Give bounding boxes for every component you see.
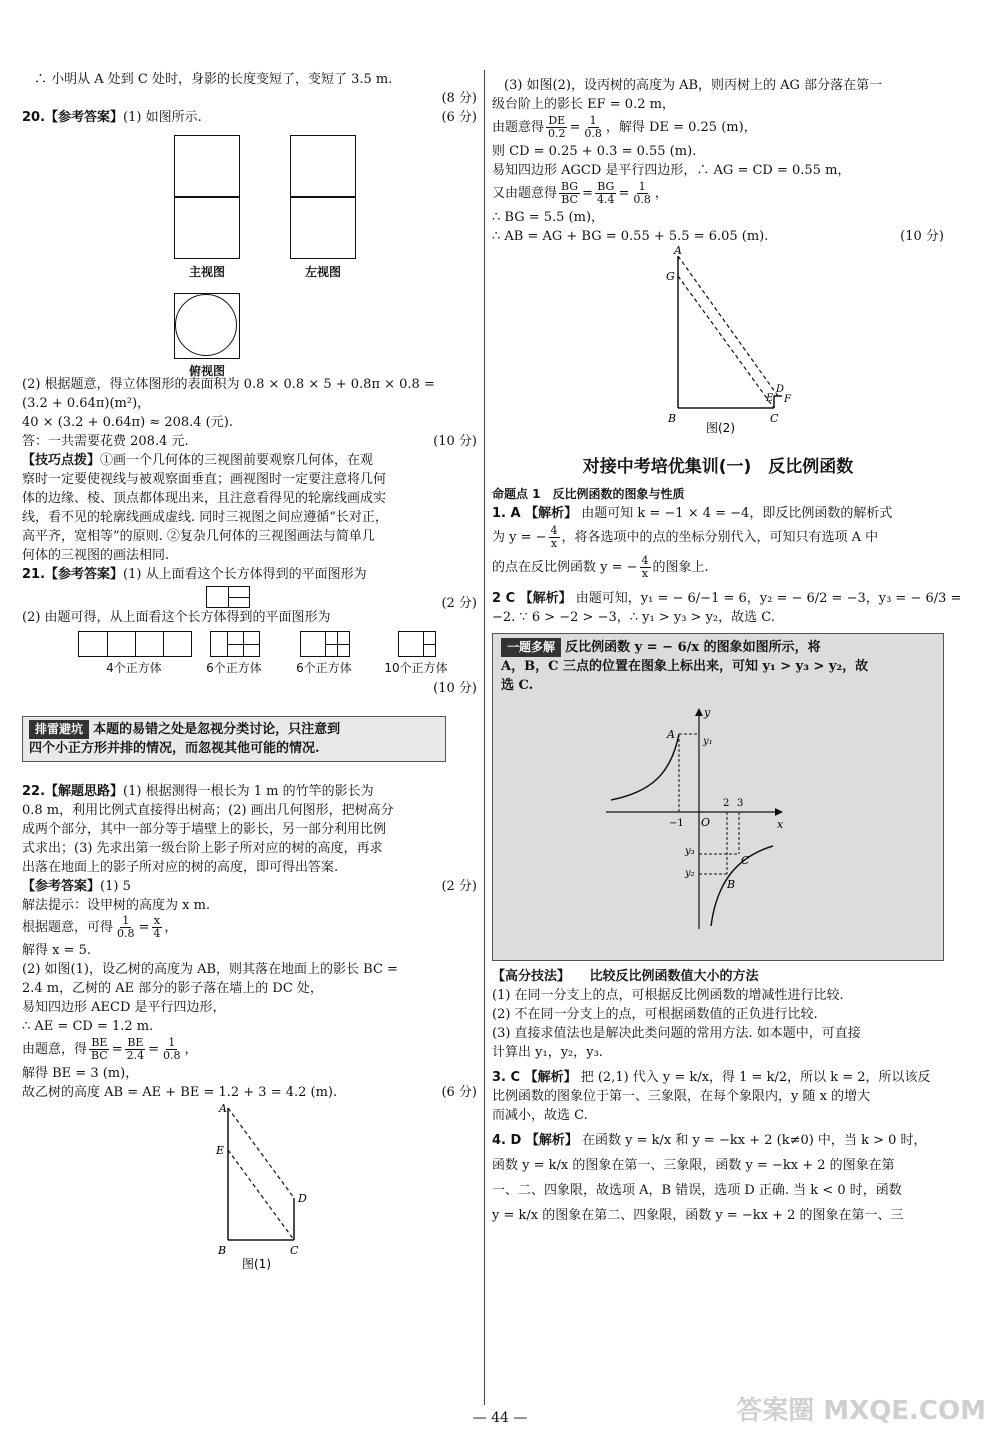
method-line-1: (2) 不在同一分支上的点，可根据函数值的正负进行比较. (492, 1007, 818, 1022)
a3-line-1 (492, 1068, 944, 1087)
figure-2 (492, 246, 944, 434)
tip-text-1: 察时一定要使视线与被观察面垂直；画视图时一定要注意将几何 (22, 472, 387, 487)
front-view (174, 135, 240, 259)
fig2-label-G: G (666, 270, 675, 283)
q21-fig-6b-v2 (337, 632, 338, 656)
a3-text-2: 比例函数的图象位于第一、三象限，在每个象限内，y 随 x 的增大 (492, 1089, 871, 1104)
q22-part2-b: 2.4 m，乙树的 AE 部分的影子落在墙上的 DC 处， (22, 981, 323, 996)
a1-line-2 (492, 523, 944, 553)
q22-eq2-f3-den: 0.8 (163, 1049, 181, 1062)
p3-eq1-pre: 由题意得 (492, 120, 545, 135)
graph-label-O: O (701, 816, 711, 829)
q22-idea-0: (1) 根据测得一根长为 1 m 的竹竿的影长为 (123, 784, 374, 799)
q22-eq2-frac1 (89, 1037, 110, 1062)
p3-a: (3) 如图(2)，设丙树的高度为 AB，则丙树上的 AG 部分落在第一 (504, 78, 883, 93)
q22-eq1-pre: 根据题意，可得 (22, 920, 114, 935)
q22-eq2-frac2 (125, 1037, 147, 1062)
graph-x-arrow (775, 808, 783, 816)
q22-answer-1: (1) 5 (100, 879, 131, 894)
fig2-caption: 图(2) (706, 421, 735, 434)
q22-eq1-f1-den: 0.8 (117, 927, 135, 940)
q21-top-view-1 (22, 584, 477, 611)
fig1-label-E: E (216, 1144, 225, 1157)
q20-part2-b: (3.2 + 0.64π)(m²)， (22, 396, 151, 411)
three-views-figure (22, 127, 477, 378)
q21-rect-1-h (228, 597, 249, 598)
method-header (492, 967, 944, 986)
q22-eq2-f1-den: BC (91, 1049, 108, 1062)
page-number: — 44 — (472, 1410, 528, 1426)
p3-f: ∴ AB = AG + BG = 0.55 + 5.5 = 6.05 (m). (492, 229, 769, 244)
graph-branch-upper-left (611, 734, 679, 800)
fig1-label-C: C (290, 1244, 299, 1257)
section-title: 对接中考培优集训(一) 反比例函数 (582, 457, 854, 477)
fig2-label-D: D (776, 384, 785, 395)
tip-label: 【技巧点拨】 (22, 453, 101, 468)
q21-fig-10cubes (398, 631, 436, 657)
tip-text-2: 体的边缘、棱、顶点都体现出来，且注意看得见的轮廓线画成实 (22, 491, 387, 506)
q21-header (22, 565, 477, 584)
graph-label-y1: y₁ (703, 736, 713, 747)
q22-result2-score: (6 分) (441, 1085, 477, 1100)
p3-eq2-frac2 (595, 181, 617, 206)
a3-text-1: 把 (2,1) 代入 y = k/x，得 1 = k/2，所以 k = 2，所以该反 (580, 1070, 931, 1085)
method-label: 【高分技法】 (492, 969, 564, 984)
q22-result2: 故乙树的高度 AB = AE + BE = 1.2 + 3 = 4.2 (m). (22, 1085, 338, 1100)
q22-part2-d: ∴ AE = CD = 1.2 m. (22, 1019, 154, 1034)
p3-eq2-f3-den: 0.8 (633, 193, 651, 206)
p3-eq1-f2-num: 1 (589, 114, 597, 127)
q22-eq1-f1-num: 1 (122, 914, 130, 927)
p3-eq2-f1-den: BC (561, 193, 578, 206)
q22-eq1: 根据题意，可得 $\frac{1}{0.8}$ = $\frac{x}{4}$ ， (22, 914, 178, 940)
q22-answer-1-score: (2 分) (441, 879, 477, 894)
multi-line-1 (501, 638, 935, 657)
q22-eq2-f3-num: 1 (168, 1036, 176, 1049)
q21-score: (10 分) (433, 681, 477, 696)
q20-part2-a: (2) 根据题意，得立体图形的表面积为 0.8 × 0.8 × 5 + 0.8π × 0.8 = (22, 377, 435, 392)
q21-caption-0: 4个正方体 (106, 661, 162, 675)
graph-label-y: y (704, 706, 711, 719)
q21-fig-4cubes-d2 (135, 632, 136, 656)
method-line-0: (1) 在同一分支上的点，可根据反比例函数的增减性进行比较. (492, 988, 844, 1003)
fig2-ray-2 (678, 276, 774, 408)
p3-score: (10 分) (900, 229, 944, 244)
q22-solve1: 解得 x = 5. (22, 943, 92, 958)
fig2-label-F: F (784, 394, 791, 405)
graph-label-B: B (727, 878, 736, 891)
q21-part1-score: (2 分) (441, 596, 477, 611)
a4-text-2: 函数 y = k/x 的图象在第一、三象限，函数 y = −kx + 2 的图象在第 (492, 1158, 895, 1173)
fig2-step (774, 396, 782, 408)
a4-line-1 (492, 1131, 944, 1150)
q22-method: 解法提示：设甲树的高度为 x m. (22, 898, 211, 913)
p3-f-row (492, 227, 944, 246)
p3-eq1: 由题意得 $\frac{DE}{0.2}$ = $\frac{1}{0.8}$ ，解得 DE = 0.25 (m)， (492, 114, 757, 140)
a4-text-3: 一、二、四象限，故选项 A，B 错误，选项 D 正确. 当 k < 0 时，函数 (492, 1183, 902, 1198)
tip-line-0 (22, 451, 477, 470)
q20-part1-score: (6 分) (441, 110, 477, 125)
multi-text-3: 选 C. (501, 678, 534, 693)
q20-header (22, 108, 477, 127)
q20-answer: 答：一共需要花费 208.4 元. (22, 434, 189, 449)
pitfall-text-2: 四个小正方形并排的情况，而忽视其他可能的情况. (29, 741, 320, 756)
a1-l2-post: ，将各选项中的点的坐标分别代入，可知只有选项 A 中 (561, 530, 879, 545)
p3-eq2: 又由题意得 $\frac{BG}{BC}$ = $\frac{BG}{4.4}$ = $\frac{1}{0.8}$ ， (492, 180, 668, 206)
p3-eq2-f3-num: 1 (638, 180, 646, 193)
q21-fig-4cubes-d3 (163, 632, 164, 656)
p3-eq1-frac2 (582, 115, 604, 140)
graph-label-2: 2 (723, 798, 730, 809)
a1-l3-den: x (641, 567, 649, 580)
graph-label-C: C (741, 854, 750, 867)
fig2-label-C: C (770, 412, 779, 425)
a1-l3-post: 的图象上. (652, 560, 709, 575)
q20-answer-score: (10 分) (433, 434, 477, 449)
p3-b: 级台阶上的影长 EF = 0.2 m， (492, 97, 675, 112)
multi-solution-box (492, 633, 944, 961)
p3-eq2-f2-den: 4.4 (597, 193, 615, 206)
q21-caption-3: 10个正方体 (384, 661, 448, 675)
q19-score: (8 分) (441, 91, 477, 106)
q22-eq1-f2-num: x (153, 914, 161, 927)
graph-y-arrow (695, 708, 703, 716)
p3-eq2-f1-num: BG (561, 180, 579, 193)
graph-label-3: 3 (737, 798, 744, 809)
graph-label-A: A (667, 728, 675, 741)
q20-part2-c: 40 × (3.2 + 0.64π) ≈ 208.4 (元). (22, 415, 233, 430)
top-view-circle (175, 294, 237, 356)
q20-label: 20.【参考答案】 (22, 110, 124, 125)
p3-eq2-f2-num: BG (597, 180, 615, 193)
q22-answer-row (22, 877, 477, 896)
a3-label: 3. C 【解析】 (492, 1070, 577, 1085)
q21-fig-4cubes (78, 631, 192, 657)
q21-fig-10-h (423, 644, 435, 645)
q22-eq2-f2-num: BE (127, 1036, 144, 1049)
a1-l3-pre: 的点在反比例函数 y = − (492, 560, 638, 575)
q22-header (22, 782, 477, 801)
fig1-ray-EC (228, 1150, 294, 1240)
right-column (492, 76, 962, 1225)
q22-eq2-f2-den: 2.4 (126, 1049, 145, 1062)
a1-l3-num: 4 (641, 554, 649, 567)
q22-label: 22.【解题思路】 (22, 784, 124, 799)
a2-text-1: 由题可知，y₁ = − 6/−1 = 6，y₂ = − 6/2 = −3，y₃ = − 6/3 = (575, 591, 962, 606)
multi-text-1: 反比例函数 y = − 6/x 的图象如图所示，将 (565, 640, 821, 655)
a1-l2-num: 4 (550, 524, 558, 537)
q22-answer-label: 【参考答案】 (22, 879, 101, 894)
q22-part2-c: 易知四边形 AECD 是平行四边形， (22, 1000, 226, 1015)
q22-part2-a: (2) 如图(1)，设乙树的高度为 AB，则其落在地面上的影长 BC = (22, 962, 398, 977)
tip-text-4: 高平齐，宽相等”的原则. ②复杂几何体的三视图画法与简单几 (22, 529, 375, 544)
p3-eq1-f1-den: 0.2 (548, 127, 566, 140)
p3-eq2-frac3 (631, 181, 653, 206)
q22-eq2-pre: 由题意，得 (22, 1042, 88, 1057)
q22-idea-1: 0.8 m，利用比例式直接得出树高；(2) 画出几何图形，把树高分 (22, 803, 394, 818)
a1-text-1: 由题可知 k = −1 × 4 = −4，即反比例函数的解析式 (581, 506, 893, 521)
top-view-label: 俯视图 (188, 364, 225, 378)
a4-label: 4. D 【解析】 (492, 1133, 578, 1148)
a1-line-1 (492, 504, 944, 523)
fig1-label-D: D (298, 1192, 307, 1205)
pitfall-tag: 排雷避坑 (29, 720, 89, 739)
q21-fig-6cubes-b (300, 631, 350, 657)
p3-eq1-frac1 (546, 115, 568, 140)
column-divider (484, 70, 485, 1405)
pitfall-text-1: 本题的易错之处是忽视分类讨论，只注意到 (93, 722, 341, 737)
q22-idea-2: 成两个部分，其中一部分等于墙壁上的影长，另一部分利用比例 (22, 822, 387, 837)
graph-label-x: x (777, 818, 784, 831)
a4-text-4: y = k/x 的图象在第二、四象限，函数 y = −kx + 2 的图象在第一、三 (492, 1208, 904, 1223)
graph-label-y3: y₃ (685, 846, 695, 857)
p3-eq1-post: ，解得 DE = 0.25 (m)， (605, 120, 757, 135)
q22-result2-row (22, 1083, 477, 1102)
fig2-label-E: E (766, 393, 774, 404)
left-view-divider (291, 196, 355, 198)
tip-text-3: 线，看不见的轮廓线画成虚线. 同时三视图之间应遵循“长对正， (22, 510, 388, 525)
q21-caption-1: 6个正方体 (206, 661, 262, 675)
a2-label: 2 C 【解析】 (492, 591, 572, 606)
q21-part2: (2) 由题可得，从上面看这个长方体得到的平面图形为 (22, 610, 331, 625)
q21-fig-6a-h (227, 644, 259, 645)
fig2-label-A: A (674, 246, 682, 257)
graph-label-minus1: −1 (669, 818, 684, 829)
a2-text-2: −2. ∵ 6 > −2 > −3，∴ y₁ > y₃ > y₂，故选 C. (492, 610, 775, 625)
q22-solve2: 解得 BE = 3 (m)， (22, 1066, 139, 1081)
method-title: 比较反比例函数值大小的方法 (589, 969, 759, 984)
a1-l3-frac (640, 555, 651, 580)
watermark-logo: 答案圈 MXQE.COM (736, 1396, 986, 1426)
topic-1: 命题点 1 反比例函数的图象与性质 (492, 487, 685, 501)
pitfall-line-1 (29, 720, 439, 739)
fig2-ray-1 (678, 256, 778, 396)
graph-label-y2: y₂ (685, 868, 695, 879)
q22-eq1-frac2 (151, 915, 162, 940)
q20-part1: (1) 如图所示. (123, 110, 202, 125)
fig1-caption: 图(1) (242, 1257, 271, 1271)
front-view-label: 主视图 (188, 265, 225, 279)
pitfall-box (22, 716, 446, 762)
fig1-label-B: B (218, 1244, 227, 1257)
top-view (174, 293, 240, 359)
p3-eq2-pre: 又由题意得 (492, 186, 558, 201)
p3-c: 则 CD = 0.25 + 0.3 = 0.55 (m). (492, 144, 697, 159)
q21-caption-2: 6个正方体 (296, 661, 352, 675)
a1-l2-den: x (550, 537, 558, 550)
method-line-3: 计算出 y₁，y₂，y₃. (492, 1045, 603, 1060)
a3-text-3: 而减小，故选 C. (492, 1108, 588, 1123)
q20-answer-row (22, 432, 477, 451)
q21-fig-6cubes-a (210, 631, 260, 657)
reciprocal-graph (501, 704, 931, 944)
q22-eq2-f1-num: BE (91, 1036, 108, 1049)
multi-text-2: A，B，C 三点的位置在图象上标出来，可知 y₁ > y₃ > y₂，故 (501, 659, 869, 674)
q22-eq2: 由题意，得 $\frac{BE}{BC}$ = $\frac{BE}{2.4}$ = $\frac{1}{0.8}$ ， (22, 1036, 198, 1062)
fig2-label-B: B (668, 412, 677, 425)
tip-text-5: 何体的三视图的画法相同. (22, 548, 170, 563)
q21-part1: (1) 从上面看这个长方体得到的平面图形为 (123, 567, 367, 582)
a1-line-3 (492, 553, 944, 583)
q22-eq2-frac3 (161, 1037, 183, 1062)
multi-tag: 一题多解 (501, 638, 561, 657)
a4-text-1: 在函数 y = k/x 和 y = −kx + 2 (k≠0) 中，当 k > 0 时， (581, 1133, 927, 1148)
p3-eq1-f2-den: 0.8 (584, 127, 602, 140)
q21-figures (22, 627, 477, 679)
q22-eq1-frac1 (115, 915, 137, 940)
a1-l2-frac (549, 525, 560, 550)
a1-l2-pre: 为 y = − (492, 530, 547, 545)
q22-idea-4: 出落在地面上的影子所对应的树的高度，即可得出答案. (22, 860, 339, 875)
a1-label: 1. A 【解析】 (492, 506, 578, 521)
left-view (290, 135, 356, 259)
method-line-2: (3) 直接求值法也是解决此类问题的常用方法. 如本题中，可直接 (492, 1026, 861, 1041)
front-view-divider (175, 196, 239, 198)
tip-text-0: ①画一个几何体的三视图前要观察几何体，在观 (100, 453, 374, 468)
q21-label: 21.【参考答案】 (22, 567, 124, 582)
p3-eq1-f1-num: DE (548, 114, 566, 127)
q19-conclusion: ∴ 小明从 A 处到 C 处时，身影的长度变短了，变短了 3.5 m. (34, 72, 393, 87)
left-view-label: 左视图 (304, 265, 341, 279)
q21-fig-4cubes-d1 (107, 632, 108, 656)
p3-d: 易知四边形 AGCD 是平行四边形，∴ AG = CD = 0.55 m， (492, 163, 851, 178)
p3-e: ∴ BG = 5.5 (m)， (492, 210, 605, 225)
fig1-ray-AD (228, 1108, 294, 1198)
p3-eq2-frac1 (559, 181, 580, 206)
a2-line-1 (492, 589, 962, 608)
left-column (22, 70, 477, 1276)
q22-eq1-f2-den: 4 (153, 927, 161, 940)
fig1-label-A: A (219, 1102, 227, 1115)
q22-idea-3: 式求出；(3) 先求出第一级台阶上影子所对应的树的高度，再求 (22, 841, 383, 856)
figure-1 (22, 1102, 477, 1272)
q21-rect-1 (206, 586, 250, 608)
